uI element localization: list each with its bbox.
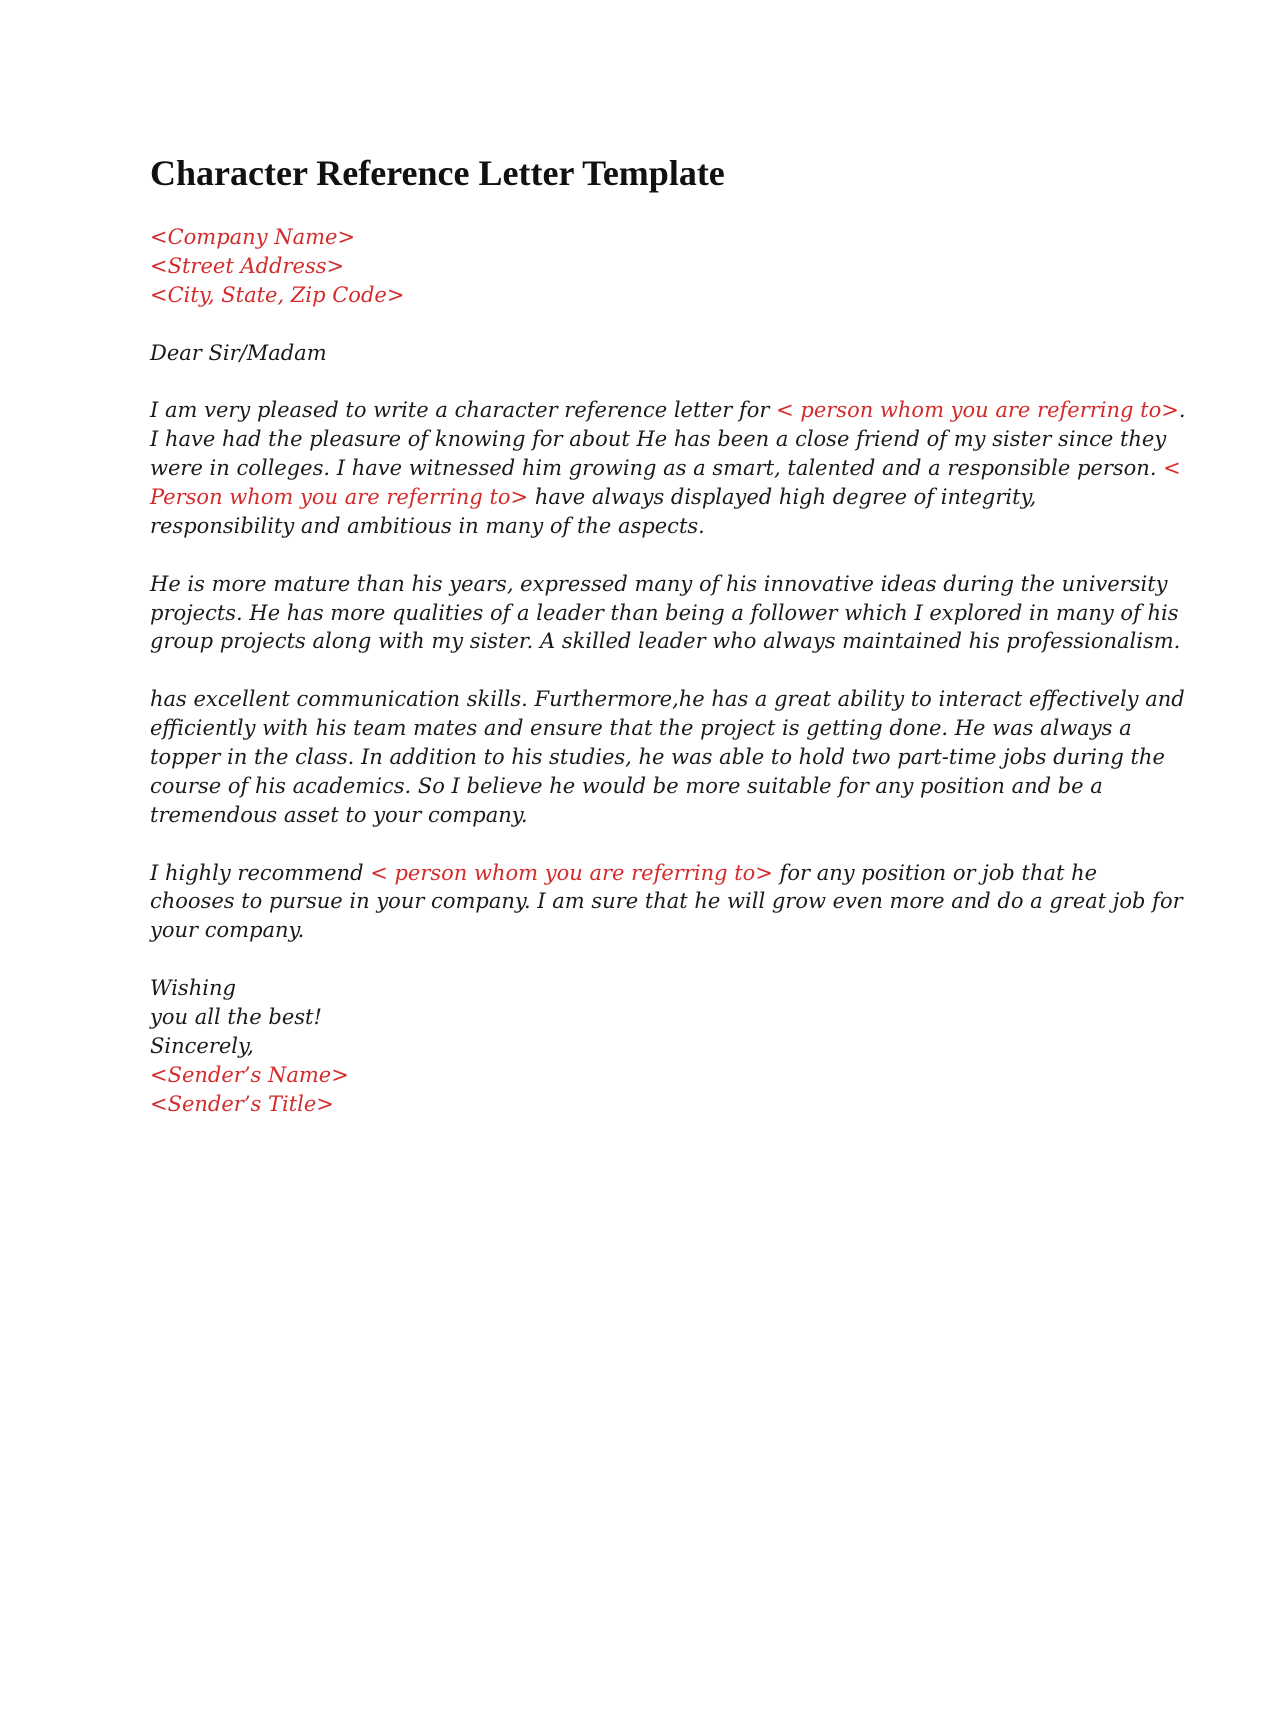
text-segment: were in colleges. I have witnessed him growing as a smart, talented and a responsible person. — [150, 456, 1164, 481]
spacer — [150, 656, 1150, 685]
paragraph-4-line-1 — [150, 859, 1150, 888]
paragraph-3-line-3: topper in the class. In addition to his studies, he was able to hold two part-time jobs during the — [150, 745, 1165, 770]
closing-sincerely: Sincerely, — [150, 1033, 254, 1058]
paragraph-1-line-2: I have had the pleasure of knowing for about He has been a close friend of my sister since they — [150, 427, 1167, 452]
paragraph-3-line-2: efficiently with his team mates and ensure that the project is getting done. He was always a — [150, 716, 1132, 741]
paragraph-2-line-3: group projects along with my sister. A skilled leader who always maintained his professionalism. — [150, 629, 1181, 654]
company-name-placeholder: <Company Name> — [150, 225, 356, 249]
paragraph-1-line-5: responsibility and ambitious in many of the aspects. — [150, 513, 705, 538]
text-segment: I am very pleased to write a character reference letter for — [150, 398, 777, 423]
referee-placeholder-close: Person whom you are referring to> — [150, 485, 529, 510]
referee-placeholder: < person whom you are referring to> — [776, 398, 1179, 423]
text-segment: have always displayed high degree of integrity, — [528, 485, 1037, 510]
text-segment: for any position or job that he — [772, 860, 1098, 885]
paragraph-1-line-3 — [150, 454, 1181, 483]
city-state-zip-placeholder: <City, State, Zip Code> — [150, 282, 405, 307]
paragraph-1-line-4 — [150, 483, 1150, 512]
sender-name-placeholder: <Sender’s Name> — [150, 1062, 349, 1087]
sender-title-placeholder: <Sender’s Title> — [150, 1091, 334, 1116]
paragraph-3-line-1: has excellent communication skills. Furthermore,he has a great ability to interact effectively and — [150, 687, 1185, 712]
spacer — [150, 310, 1150, 339]
spacer — [150, 541, 1150, 570]
paragraph-4-line-2: chooses to pursue in your company. I am sure that he will grow even more and do a great job for — [150, 889, 1183, 914]
document-title: Character Reference Letter Template — [150, 153, 725, 193]
spacer — [150, 945, 1150, 974]
text-segment: . — [1178, 398, 1186, 423]
street-address-placeholder: <Street Address> — [150, 253, 345, 278]
paragraph-1-line-1 — [150, 396, 1186, 425]
referee-placeholder-open: < — [1163, 456, 1181, 481]
paragraph-4-line-3: your company. — [150, 918, 305, 943]
closing-line-2: you all the best! — [150, 1005, 322, 1030]
paragraph-2-line-1: He is more mature than his years, expressed many of his innovative ideas during the university — [150, 571, 1168, 596]
text-segment: I highly recommend — [150, 860, 371, 885]
referee-placeholder: < person whom you are referring to> — [370, 860, 773, 885]
paragraph-2-line-2: projects. He has more qualities of a leader than being a follower which I explored in many of his — [150, 600, 1179, 625]
paragraph-3-line-4: course of his academics. So I believe he would be more suitable for any position and be a — [150, 773, 1103, 798]
paragraph-3-line-5: tremendous asset to your company. — [150, 802, 528, 827]
spacer — [150, 830, 1150, 859]
closing-line-1: Wishing — [150, 976, 236, 1001]
letter-body — [150, 223, 1186, 1119]
spacer — [150, 367, 1150, 396]
salutation: Dear Sir/Madam — [150, 340, 327, 365]
